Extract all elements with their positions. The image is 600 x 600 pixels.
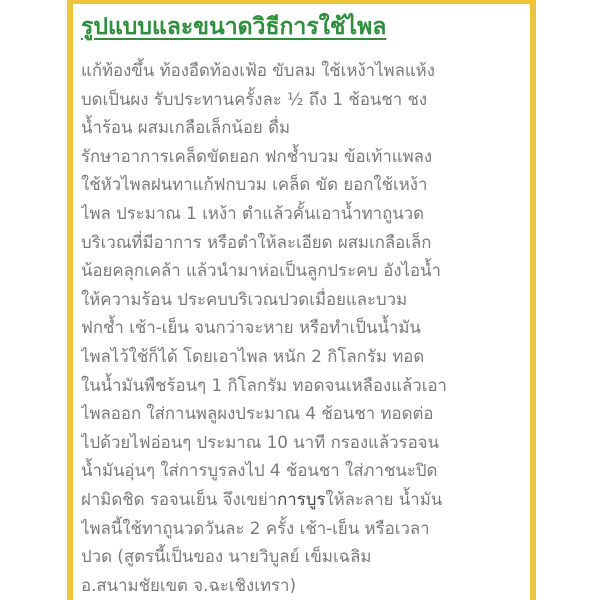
body-line	[81, 485, 521, 514]
body-line-segment: ให้ละลาย น้ำมัน	[325, 488, 443, 509]
body-line: รักษาอาการเคล็ดขัดยอก ฟกช้ำบวม ข้อเท้าแพลง	[81, 145, 433, 166]
body-line: บดเป็นผง รับประทานครั้งละ ½ ถึง 1 ช้อนชา ชง	[81, 88, 428, 109]
highlighted-word: การบูร	[277, 488, 326, 509]
body-line: ให้ความร้อน ประคบบริเวณปวดเมื่อยและบวม	[81, 288, 408, 309]
document-body	[81, 56, 521, 599]
body-line: ไพล ประมาณ 1 เหง้า ตำแล้วคั้นเอาน้ำทาถูนวด	[81, 202, 425, 223]
body-line: น้ำร้อน ผสมเกลือเล็กน้อย ดื่ม	[81, 117, 291, 138]
body-line: ในน้ำมันพืชร้อนๆ 1 กิโลกรัม ทอดจนเหลืองแล้วเอา	[81, 374, 447, 395]
body-line: ใช้หัวไพลฝนทาแก้ฟกบวม เคล็ด ขัด ยอกใช้เหง้า	[81, 174, 428, 195]
body-line: ไพลออก ใส่กานพลูผงประมาณ 4 ช้อนชา ทอดต่อ	[81, 403, 434, 424]
body-line: ไพลไว้ใช้ก็ได้ โดยเอาไพล หนัก 2 กิโลกรัม ทอด	[81, 345, 425, 366]
frame-top-rule	[67, 0, 536, 4]
body-line: น้อยคลุกเคล้า แล้วนำมาห่อเป็นลูกประคบ อังไอน้ำ	[81, 260, 441, 281]
body-line: ไปด้วยไฟอ่อนๆ ประมาณ 10 นาที กรองแล้วรอจน	[81, 431, 439, 452]
body-line: ปวด (สูตรนี้เป็นของ นายวิบูลย์ เข็มเฉลิม	[81, 546, 372, 567]
body-line: บริเวณที่มีอาการ หรือตำให้ละเอียด ผสมเกลือเล็ก	[81, 231, 432, 252]
body-line: น้ำมันอุ่นๆ ใส่การบูรลงไป 4 ช้อนชา ใส่ภาชนะปิด	[81, 460, 438, 481]
body-line: อ.สนามชัยเขต จ.ฉะเชิงเทรา)	[81, 574, 296, 595]
frame-left-rule	[67, 0, 73, 600]
body-line-segment: ฝามิดชิด รอจนเย็น จึงเขย่า	[81, 488, 278, 509]
frame-right-rule	[530, 0, 536, 600]
body-line: ไพลนี้ใช้ทาถูนวดวันละ 2 ครั้ง เช้า-เย็น หรือเวลา	[81, 517, 430, 538]
document-title: รูปแบบและขนาดวิธีการใช้ไพล	[81, 14, 387, 40]
body-line: แก้ท้องขึ้น ท้องอืดท้องเฟ้อ ขับลม ใช้เหง้าไพลแห้ง	[81, 60, 435, 80]
document-content	[81, 8, 521, 600]
body-line: ฟกช้ำ เช้า-เย็น จนกว่าจะหาย หรือทำเป็นน้ำมัน	[81, 317, 421, 338]
